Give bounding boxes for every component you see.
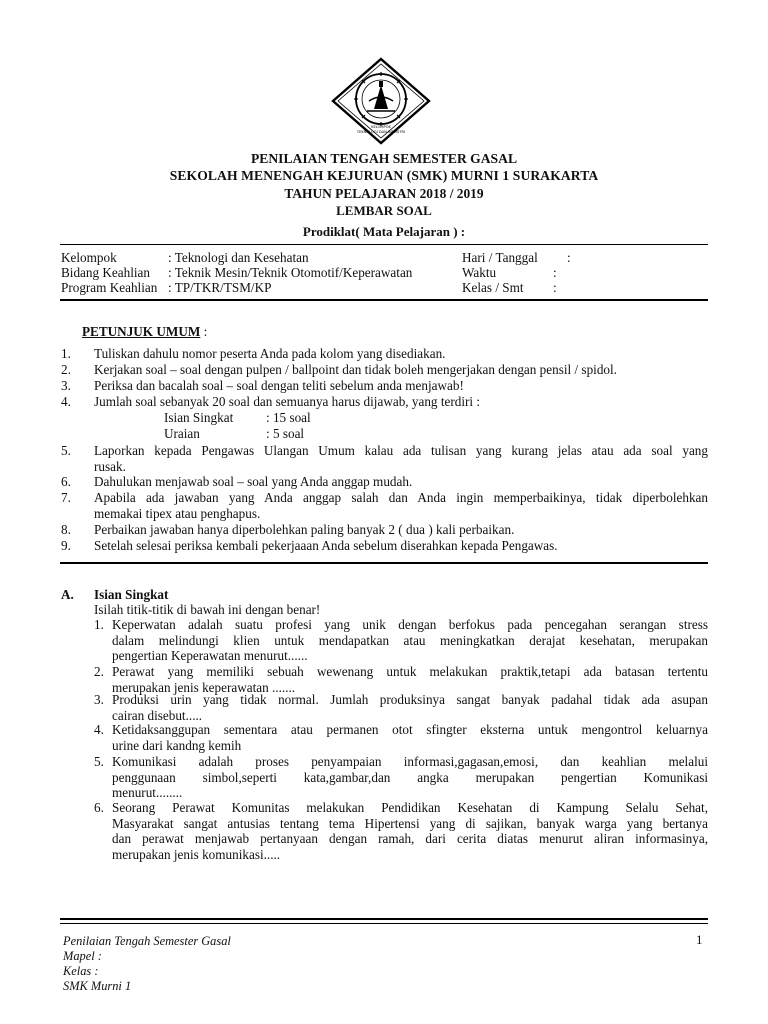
- subject-label: Prodiklat( Mata Pelajaran ) :: [302, 224, 466, 239]
- question-number: 5.: [94, 754, 104, 769]
- info-label: Bidang Keahlian: [61, 265, 150, 280]
- academic-year: TAHUN PELAJARAN 2018 / 2019: [284, 186, 484, 201]
- question-text: Perawat yang memiliki sebuah wewenang untuk melakukan praktik,tetapi ada batasan tertentu merupakan jenis keperawatan .......: [112, 664, 708, 695]
- petunjuk-item-text: Jumlah soal sebanyak 20 soal dan semuanya harus dijawab, yang terdiri :: [94, 394, 480, 409]
- petunjuk-item-number: 4.: [61, 394, 71, 409]
- petunjuk-divider: [60, 562, 708, 564]
- petunjuk-item-number: 5.: [61, 443, 71, 458]
- info-row-program: [61, 280, 581, 295]
- petunjuk-title: PETUNJUK UMUM: [82, 324, 201, 339]
- svg-text:KELOMPOK: KELOMPOK: [371, 125, 391, 129]
- sheet-label: LEMBAR SOAL: [336, 203, 432, 218]
- breakdown-value: : 5 soal: [266, 426, 305, 441]
- petunjuk-item-number: 2.: [61, 362, 71, 377]
- footer-kelas: Kelas :: [63, 964, 99, 978]
- petunjuk-item-text: Laporkan kepada Pengawas Ulangan Umum kalau ada tulisan yang kurang jelas atau ada soal yang rusak.: [94, 443, 708, 474]
- petunjuk-item-text: Tuliskan dahulu nomor peserta Anda pada kolom yang disediakan.: [94, 346, 446, 361]
- page-number: 1: [696, 932, 703, 947]
- info-divider: [60, 299, 708, 301]
- footer-divider-top: [60, 918, 708, 920]
- petunjuk-item-text: Periksa dan bacalah soal – soal dengan teliti sebelum anda menjawab!: [94, 378, 464, 393]
- breakdown-value: : 15 soal: [266, 410, 311, 425]
- petunjuk-item-text: Setelah selesai periksa kembali pekerjaaan Anda sebelum diserahkan kepada Pengawas.: [94, 538, 558, 553]
- footer-exam-name: Penilaian Tengah Semester Gasal: [63, 934, 231, 948]
- info-right-colon: :: [567, 250, 571, 265]
- petunjuk-item-text: Kerjakan soal – soal dengan pulpen / ballpoint dan tidak boleh mengerjakan dengan pensil / spidol.: [94, 362, 617, 377]
- section-title: Isian Singkat: [94, 587, 169, 602]
- question-number: 1.: [94, 617, 104, 632]
- question-text: Keperwatan adalah suatu profesi yang unik dengan berfokus pada pencegahan serangan stress dalam melindungi klien untuk mendapatkan atau meningkatkan derajat kesehatan, merupakan pengertian Keperawatan menurut......: [112, 617, 708, 663]
- petunjuk-title-colon: :: [200, 324, 208, 339]
- question-text: Komunikasi adalah proses penyampaian informasi,gagasan,emosi, dan keahlian melalui penggunaan simbol,seperti kata,gambar,dan angka merupakan pengertian Komunikasi menurut........: [112, 754, 708, 800]
- footer-school: SMK Murni 1: [63, 979, 132, 993]
- info-value: : TP/TKR/TSM/KP: [168, 280, 272, 295]
- breakdown-label: Uraian: [164, 426, 200, 441]
- svg-text:TEKNOLOGI DAN INDUSTRI: TEKNOLOGI DAN INDUSTRI: [356, 130, 406, 134]
- footer-mapel: Mapel :: [63, 949, 102, 963]
- section-letter: A.: [61, 587, 74, 602]
- petunjuk-item-text: Dahulukan menjawab soal – soal yang Anda anggap mudah.: [94, 474, 413, 489]
- info-label: Kelompok: [61, 250, 117, 265]
- info-row-bidang: [61, 265, 581, 280]
- question-number: 6.: [94, 800, 104, 815]
- footer-divider-bottom: [60, 923, 708, 924]
- question-text: Ketidaksanggupan sementara atau permanen otot sfingter eksterna untuk mengontrol keluarnya urine dari kandng kemih: [112, 722, 708, 753]
- question-number: 2.: [94, 664, 104, 679]
- info-value: : Teknik Mesin/Teknik Otomotif/Keperawatan: [168, 265, 413, 280]
- header-divider: [60, 244, 708, 245]
- petunjuk-item-number: 8.: [61, 522, 71, 537]
- school-logo: [329, 57, 433, 145]
- info-right-label: Kelas / Smt: [462, 280, 524, 295]
- section-instruction: Isilah titik-titik di bawah ini dengan benar!: [94, 602, 321, 617]
- exam-title: PENILAIAN TENGAH SEMESTER GASAL: [250, 151, 518, 166]
- petunjuk-item-number: 9.: [61, 538, 71, 553]
- info-right-colon: :: [553, 265, 557, 280]
- petunjuk-item-text: Apabila ada jawaban yang Anda anggap salah dan Anda ingin memperbaikinya, tidak diperbolehkan memakai tipex atau penghapus.: [94, 490, 708, 521]
- petunjuk-item-number: 6.: [61, 474, 71, 489]
- question-text: Seorang Perawat Komunitas melakukan Pendidikan Kesehatan di Kampung Selalu Sehat, Masyarakat sangat antusias tentang tema Hipertensi yang di sajikan, banyak warga yang bertanya dan perawat menjawab pertanyaan dengan ramah, dari cerita diatas menurut aliran informasinya, merupakan jenis komunikasi.....: [112, 800, 708, 862]
- question-number: 3.: [94, 692, 104, 707]
- petunjuk-item-number: 1.: [61, 346, 71, 361]
- petunjuk-heading: [82, 324, 207, 340]
- petunjuk-item-number: 7.: [61, 490, 71, 505]
- info-row-kelompok: [61, 250, 581, 265]
- question-text: Produksi urin yang tidak normal. Jumlah produksinya sangat banyak padahal tidak ada asupan cairan disebut.....: [112, 692, 708, 723]
- info-right-colon: :: [553, 280, 557, 295]
- question-number: 4.: [94, 722, 104, 737]
- school-seal-icon: [329, 57, 433, 145]
- info-right-label: Hari / Tanggal: [462, 250, 538, 265]
- petunjuk-item-number: 3.: [61, 378, 71, 393]
- school-name: SEKOLAH MENENGAH KEJURUAN (SMK) MURNI 1 SURAKARTA: [169, 168, 599, 183]
- info-label: Program Keahlian: [61, 280, 158, 295]
- info-value: : Teknologi dan Kesehatan: [168, 250, 309, 265]
- info-right-label: Waktu: [462, 265, 497, 280]
- breakdown-label: Isian Singkat: [164, 410, 234, 425]
- petunjuk-item-text: Perbaikan jawaban hanya diperbolehkan paling banyak 2 ( dua ) kali perbaikan.: [94, 522, 515, 537]
